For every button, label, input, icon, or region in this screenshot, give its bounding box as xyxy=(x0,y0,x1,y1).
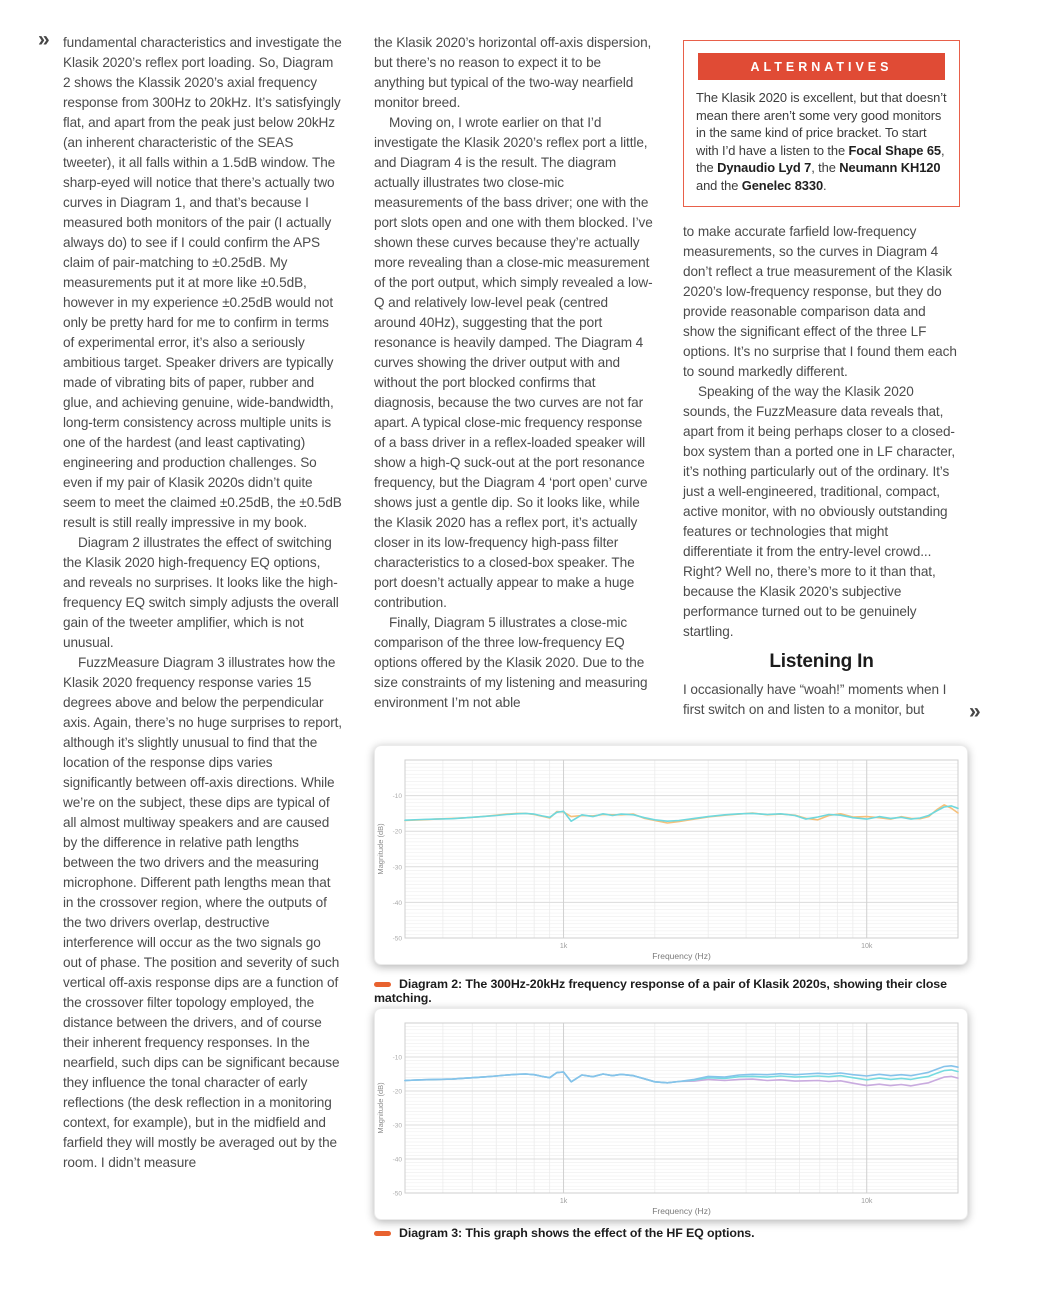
svg-text:Frequency (Hz): Frequency (Hz) xyxy=(652,1206,711,1216)
svg-text:-40: -40 xyxy=(392,1156,402,1164)
text-column-2 xyxy=(374,33,653,713)
caption-dash-icon xyxy=(374,982,391,987)
svg-text:-20: -20 xyxy=(392,828,402,836)
continuation-start-glyph: » xyxy=(38,28,50,51)
product-name: Focal Shape 65 xyxy=(848,142,941,158)
text-column-1 xyxy=(63,33,342,1173)
paragraph: I occasionally have “woah!” moments when I first switch on and listen to a monitor, but xyxy=(683,682,947,717)
diagram2-caption xyxy=(374,977,974,1005)
alternatives-title: ALTERNATIVES xyxy=(750,60,893,74)
svg-text:-40: -40 xyxy=(392,899,402,907)
paragraph: to make accurate farfield low-frequency measurements, so the curves in Diagram 4 don’t reflect a true measurement of the Klasik 2020’s low-frequency response, but they do provide reasonable comparison data and show the significant effect of the three LF options. It’s no surprise that I found them each to sound markedly different. xyxy=(683,224,957,379)
svg-text:1k: 1k xyxy=(559,1198,568,1205)
continuation-end-glyph: » xyxy=(969,700,981,723)
svg-text:-20: -20 xyxy=(392,1088,402,1096)
svg-text:-10: -10 xyxy=(392,1054,402,1062)
product-name: Dynaudio Lyd 7 xyxy=(717,160,812,175)
svg-text:Frequency (Hz): Frequency (Hz) xyxy=(652,951,711,961)
paragraph: the Klasik 2020’s horizontal off-axis dispersion, but there’s no reason to expect it to be anything but typical of the two-way nearfield monitor breed. xyxy=(374,35,652,110)
svg-text:-30: -30 xyxy=(392,1122,402,1130)
product-name: Genelec 8330 xyxy=(741,177,824,193)
alt-text-segment: The Klasik 2020 is excellent, but that doesn’t mean there aren’t some very good monitors in the same kind of price bracket. To start with I’d have a listen to the xyxy=(696,90,947,158)
paragraph: Moving on, I wrote earlier on that I’d investigate the Klasik 2020’s reflex port a little, and Diagram 4 is the result. The diagram actually illustrates two close-mic measurements of the bass driver; one with the port slots open and one with them blocked. I’ve shown these curves because they’re actually more revealing than a close-mic measurement of the port output, which simply revealed a low-Q and relatively low-level peak (centred around 40Hz), suggesting that the port resonance is heavily damped. The Diagram 4 curves showing the driver output with and without the port blocked confirms that diagnosis, because the two curves are not far apart. A typical close-mic frequency response of a bass driver in a reflex-loaded speaker will show a high-Q suck-out at the port resonance frequency, but the Diagram 4 ‘port open’ curve shows just a gentle dip. So it looks like, while the Klasik 2020 has a reflex port, it’s actually closer in its low-frequency high-pass filter characteristics to a closed-box speaker. The port doesn’t actually appear to make a huge contribution. xyxy=(374,115,653,610)
svg-text:Magnitude (dB): Magnitude (dB) xyxy=(376,823,385,875)
section-heading-listening-in: Listening In xyxy=(769,651,874,672)
diagram2-frequency-response-chart xyxy=(375,746,967,964)
product-name: Neumann KH120 xyxy=(839,160,941,175)
svg-text:-10: -10 xyxy=(392,793,402,801)
alt-text-segment: . xyxy=(823,177,827,193)
paragraph: Finally, Diagram 5 illustrates a close-mic comparison of the three low-frequency EQ options offered by the Klasik 2020. Due to the size constraints of my listening and measuring environment I’m not able xyxy=(374,615,648,710)
paragraph: FuzzMeasure Diagram 3 illustrates how the Klasik 2020 frequency response varies 15 degrees above and below the perpendicular axis. Again, there’s no huge surprises to report, although it’s slightly unusual to find that the location of the response dips varies significantly between off-axis directions. While we’re on the subject, these dips are typical of all almost multiway speakers and are caused by the difference in relative path lengths between the two drivers and the measuring microphone. Different path lengths mean that in the crossover region, where the outputs of the two drivers overlap, destructive interference will occur as the two signals go out of phase. The position and severity of such vertical off-axis response dips are a function of the crossover filter topology employed, the distance between the drivers, and of course their inherent frequency responses. In the nearfield, such dips can be significant because they influence the tonal character of early reflections (the desk reflection in a monitoring context, for example), but in the midfield and farfield they will mostly be averaged out by the room. I didn’t measure xyxy=(63,655,342,1170)
svg-text:10k: 10k xyxy=(861,943,873,950)
paragraph: Diagram 2 illustrates the effect of switching the Klasik 2020 high-frequency EQ options, and reveals no surprises. It looks like the high-frequency EQ switch simply adjusts the overall gain of the tweeter amplifier, which is not unusual. xyxy=(63,535,339,650)
alternatives-header xyxy=(698,53,945,80)
alt-text-segment: , the xyxy=(696,142,945,175)
gridlines xyxy=(405,1023,958,1193)
caption-dash-icon xyxy=(374,1231,391,1236)
caption-text: Diagram 3: This graph shows the effect of the HF EQ options. xyxy=(399,1226,755,1240)
chart-card-diagram-2 xyxy=(374,745,968,965)
svg-text:1k: 1k xyxy=(559,943,568,950)
column-3-intro-text xyxy=(683,222,960,642)
alt-text-segment: and the xyxy=(696,177,742,193)
alternatives-box xyxy=(683,40,960,207)
paragraph: fundamental characteristics and investigate the Klasik 2020’s reflex port loading. So, Diagram 2 shows the Klassik 2020’s axial frequency response from 300Hz to 20kHz. It’s satisfyingly flat, and apart from the peak just below 20kHz (an inherent characteristic of the SEAS tweeter), it all falls within a 1.5dB window. The sharp-eyed will notice that there’s actually two curves in Diagram 1, and that’s because I measured both monitors of the pair (I actually always do) to see if I could confirm the APS claim of pair-matching to ±0.25dB. My measurements put it at more like ±0.5dB, however in my experience ±0.25dB would not only be pretty hard for me to confirm in terms of experimental error, it’s also a seriously ambitious target. Speaker drivers are typically made of vibrating bits of paper, rubber and glue, and achieving genuine, wide-bandwidth, long-term consistency across multiple units is one of the hardest (and least captivating) engineering and production challenges. So even if my pair of Klasik 2020s didn’t quite seem to meet the claimed ±0.25dB, the ±0.5dB result is still really impressive in my book. xyxy=(63,35,342,530)
svg-text:-30: -30 xyxy=(392,864,402,872)
caption-text: Diagram 2: The 300Hz-20kHz frequency response of a pair of Klasik 2020s, showing their close matching. xyxy=(374,977,947,1005)
column-3-after-text xyxy=(683,680,960,720)
alternatives-body xyxy=(696,89,947,194)
svg-text:10k: 10k xyxy=(861,1198,873,1205)
gridlines xyxy=(405,760,958,938)
alt-text-segment: , the xyxy=(811,160,840,175)
paragraph: Speaking of the way the Klasik 2020 sounds, the FuzzMeasure data reveals that, apart from it being perhaps closer to a closed-box system than a ported one in LF character, it’s nothing particularly out of the ordinary. It’s just a well-engineered, traditional, compact, active monitor, with no obviously outstanding features or technologies that might differentiate it from the entry-level crowd... Right? Well no, there’s more to it than that, because the Klasik 2020’s subjective performance turned out to be genuinely startling. xyxy=(683,384,956,639)
svg-text:Magnitude (dB): Magnitude (dB) xyxy=(376,1082,385,1134)
svg-text:-50: -50 xyxy=(392,1190,402,1198)
text-column-3 xyxy=(683,33,960,720)
svg-text:-50: -50 xyxy=(392,935,402,943)
diagram3-caption xyxy=(374,1226,974,1240)
diagram3-frequency-response-chart xyxy=(375,1009,967,1219)
chart-card-diagram-3 xyxy=(374,1008,968,1220)
